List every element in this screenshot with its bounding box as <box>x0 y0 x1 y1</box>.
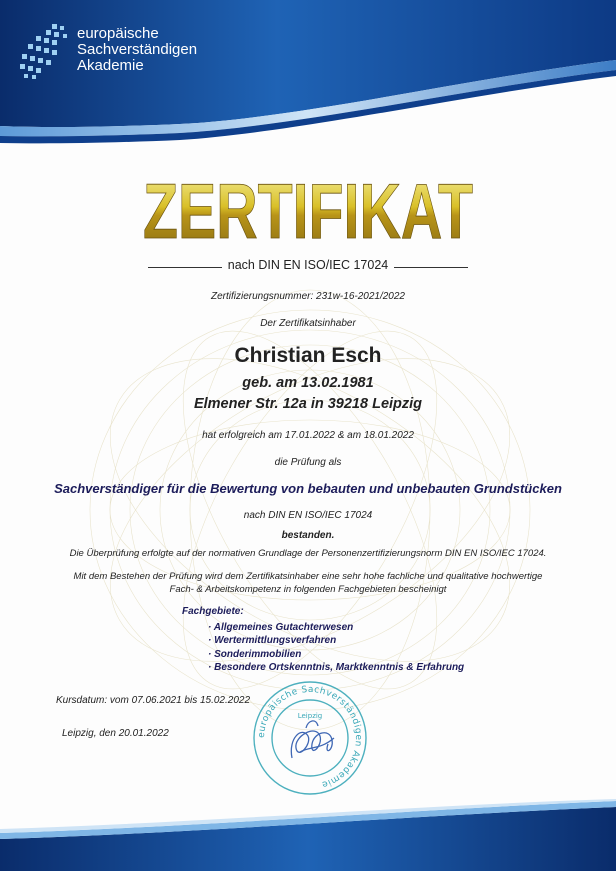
list-item: · Allgemeines Gutachterwesen <box>208 621 464 635</box>
signature <box>291 721 334 758</box>
holder-address: Elmener Str. 12a in 39218 Leipzig <box>193 396 423 412</box>
norm-text: nach DIN EN ISO/IEC 17024 <box>222 258 395 272</box>
competence-line-1: Mit dem Bestehen der Prüfung wird dem Zertifikatsinhaber eine sehr hohe fachliche und qualitative hochwertige <box>73 571 543 582</box>
norm-small: nach DIN EN ISO/IEC 17024 <box>243 510 373 521</box>
fields-list <box>208 621 464 675</box>
academy-name-line-1: europäische <box>77 25 159 42</box>
certificate-number: Zertifizierungsnummer: 231w-16-2021/2022 <box>211 291 405 302</box>
holder-label: Der Zertifikatsinhaber <box>260 318 356 329</box>
passed-text: bestanden. <box>281 530 335 541</box>
academy-name <box>77 26 197 74</box>
academy-name-line-2: Sachverständigen <box>77 41 198 58</box>
certificate-title-text: ZERTIFIKAT <box>143 167 473 255</box>
academy-logo <box>18 24 70 80</box>
list-item: · Besondere Ortskenntnis, Marktkenntnis & Erfahrung <box>208 661 464 675</box>
header-banner <box>0 0 616 150</box>
holder-name: Christian Esch <box>234 344 382 367</box>
norm-line <box>148 258 468 278</box>
course-dates: Kursdatum: vom 07.06.2021 bis 15.02.2022 <box>56 695 251 706</box>
competence-line-2: Fach- & Arbeitskompetenz in folgenden Fachgebieten bescheinigt <box>169 584 447 595</box>
holder-birth: geb. am 13.02.1981 <box>242 375 374 391</box>
fields-heading: Fachgebiete: <box>182 606 244 617</box>
list-item: · Sonderimmobilien <box>208 648 464 662</box>
exam-dates: hat erfolgreich am 17.01.2022 & am 18.01.2022 <box>202 430 414 441</box>
stamp-ring-text: europäische Sachverständigen Akademie <box>256 684 364 790</box>
fields-block <box>182 605 464 675</box>
qualification-title: Sachverständiger für die Bewertung von bebauten und unbebauten Grundstücken <box>54 481 562 496</box>
place-date: Leipzig, den 20.01.2022 <box>62 728 169 739</box>
basis-text: Die Überprüfung erfolgte auf der normativen Grundlage der Personenzertifizierungsnorm DIN EN ISO/IEC 17024. <box>69 548 547 559</box>
academy-name-line-3: Akademie <box>77 57 144 74</box>
official-stamp <box>250 678 370 798</box>
stamp-inner-text: Leipzig <box>297 712 323 720</box>
list-item: · Wertermittlungsverfahren <box>208 634 464 648</box>
certificate-title <box>138 167 478 255</box>
footer-banner <box>0 799 616 871</box>
exam-label: die Prüfung als <box>274 457 342 468</box>
